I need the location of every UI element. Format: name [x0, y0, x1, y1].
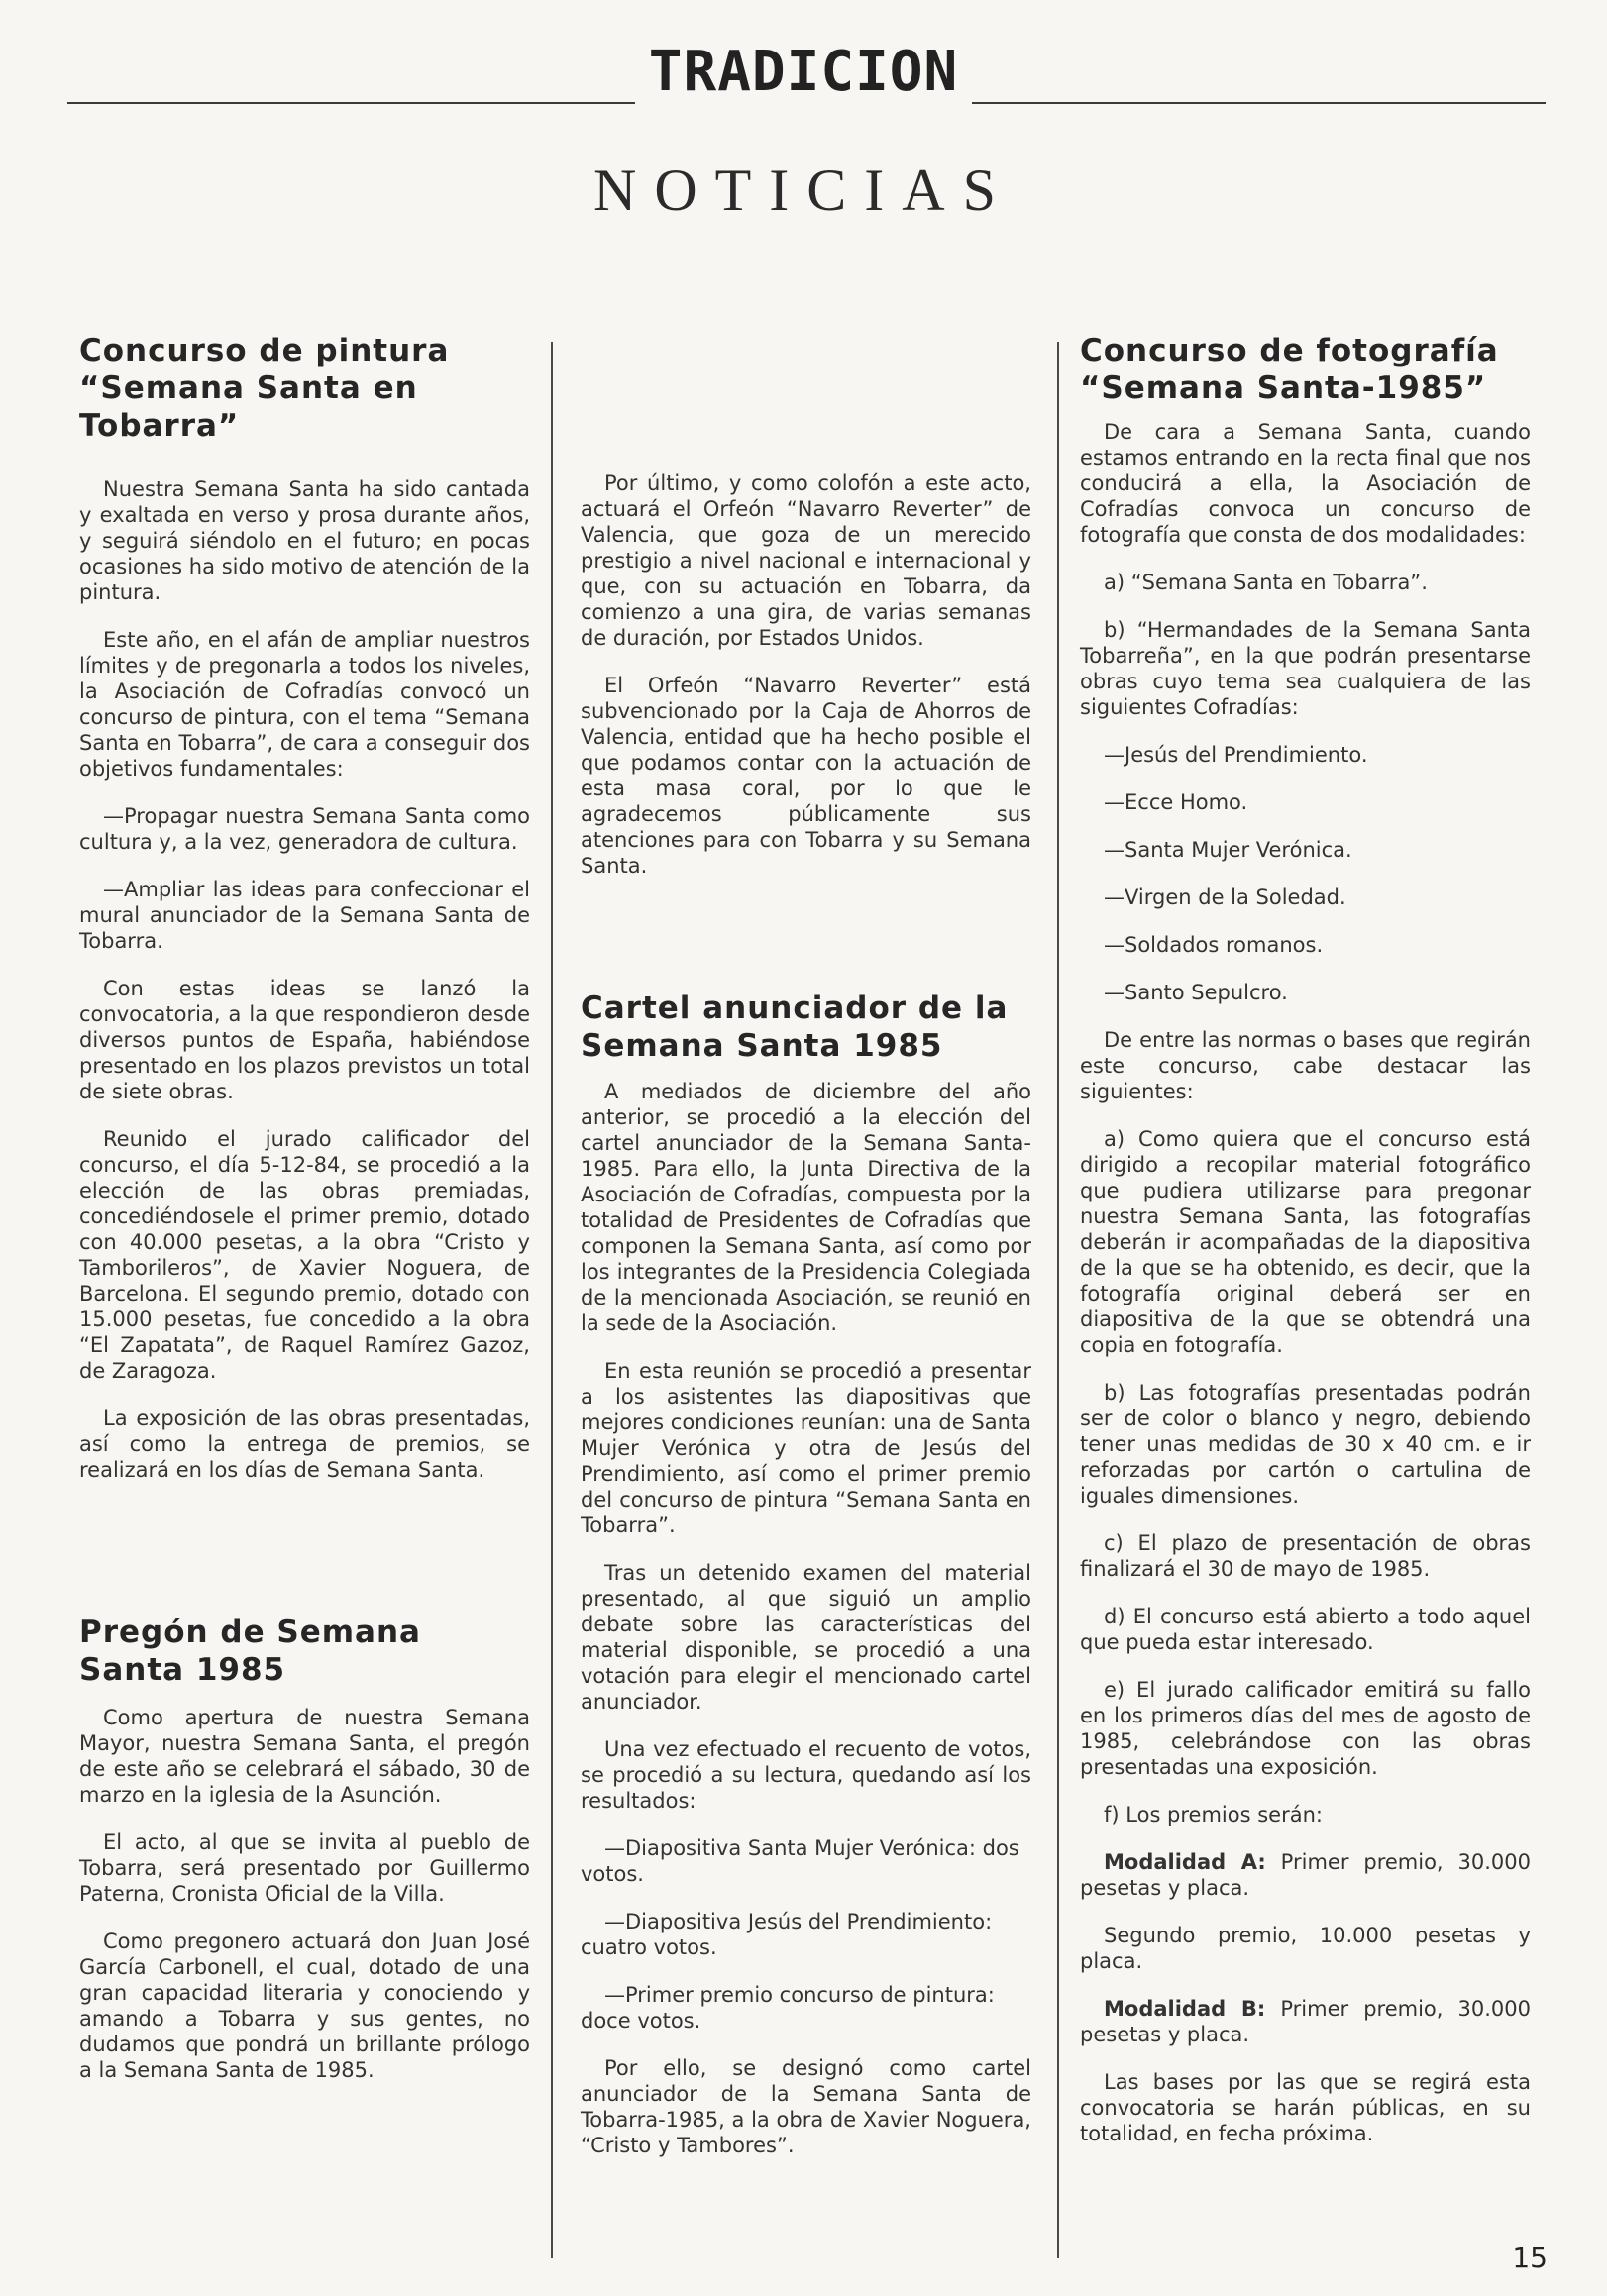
paragraph: c) El plazo de presentación de obras finalizará el 30 de mayo de 1985. [1080, 1531, 1531, 1581]
paragraph: b) Las fotografías presentadas podrán ser de color o blanco y negro, debiendo tener unas medidas de 30 x 40 cm. e ir reforzadas por cartón o cartulina de iguales dimensiones. [1080, 1381, 1531, 1508]
paragraph: Una vez efectuado el recuento de votos, se procedió a su lectura, quedando así los resultados: [581, 1737, 1031, 1813]
masthead-text: TRADICION [635, 40, 972, 104]
paragraph: Por último, y como colofón a este acto, actuará el Orfeón “Navarro Reverter” de Valencia, que goza de un merecido prestigio a nivel nacional e internacional y que, con su actuación en Tobarra, da comienzo a una gira, de varias semanas de duración, por Estados Unidos. [581, 471, 1031, 650]
paragraph: A mediados de diciembre del año anterior, se procedió a la elección del cartel anunciador de la Semana Santa-1985. Para ello, la Junta Directiva de la Asociación de Cofradías, compuesta por la totalidad de Presidentes de Cofradías que componen la Semana Santa, así como por los integrantes de la Presidencia Colegiada de la mencionada Asociación, se reunió en la sede de la Asociación. [581, 1080, 1031, 1335]
modalidad-b [1080, 1996, 1531, 2047]
modalidad-b-label: Modalidad B: [1104, 1997, 1266, 2021]
paragraph: —Primer premio concurso de pintura: doce votos. [581, 1983, 995, 2033]
paragraph: En esta reunión se procedió a presentar a los asistentes las diapositivas que mejores condiciones reunían: una de Santa Mujer Verónica y otra de Jesús del Prendimiento, así como el primer premio del concurso de pintura “Semana Santa en Tobarra”. [581, 1359, 1031, 1537]
paragraph: El Orfeón “Navarro Reverter” está subvencionado por la Caja de Ahorros de Valencia, entidad que ha hecho posible el que podamos contar con la actuación de esta masa coral, por lo que le agradecemos públicamente sus atenciones para con Tobarra y su Semana Santa. [581, 674, 1031, 878]
column-3 [1080, 332, 1531, 2168]
list-item: —Jesús del Prendimiento. [1104, 743, 1368, 767]
paragraph: Por ello, se designó como cartel anunciador de la Semana Santa de Tobarra-1985, a la obra de Xavier Noguera, “Cristo y Tambores”. [581, 2056, 1031, 2157]
list-item: —Soldados romanos. [1104, 933, 1324, 957]
paragraph: a) “Semana Santa en Tobarra”. [1104, 571, 1428, 594]
column-1 [79, 332, 530, 2105]
modalidad-a-text: Primer premio, 30.000 pesetas y placa. [1080, 1850, 1532, 1900]
list-item: —Ecce Homo. [1104, 790, 1248, 814]
list-item: —Virgen de la Soledad. [1104, 886, 1346, 909]
section-title: NOTICIAS [593, 157, 1014, 223]
page-number: 15 [1512, 2242, 1548, 2274]
paragraph: Con estas ideas se lanzó la convocatoria, a la que respondieron desde diversos puntos de España, habiéndose presentado en los plazos previstos un total de siete obras. [79, 977, 530, 1103]
paragraph: —Propagar nuestra Semana Santa como cultura y, a la vez, generadora de cultura. [79, 804, 530, 854]
paragraph: Las bases por las que se regirá esta convocatoria se harán públicas, en su totalidad, en fecha próxima. [1080, 2070, 1531, 2145]
paragraph: Nuestra Semana Santa ha sido cantada y exaltada en verso y prosa durante años, y seguirá siéndolo en el futuro; en pocas ocasiones ha sido motivo de atención de la pintura. [79, 477, 530, 604]
paragraph: El acto, al que se invita al pueblo de Tobarra, será presentado por Guillermo Paterna, Cronista Oficial de la Villa. [79, 1830, 530, 1906]
paragraph: Tras un detenido examen del material presentado, al que siguió un amplio debate sobre las características del material disponible, se procedió a una votación para elegir el mencionado cartel anunciador. [581, 1561, 1031, 1714]
paragraph: De entre las normas o bases que regirán este concurso, cabe destacar las siguientes: [1080, 1028, 1531, 1103]
column-2 [581, 470, 1031, 2180]
paragraph: d) El concurso está abierto a todo aquel que pueda estar interesado. [1080, 1605, 1531, 1654]
article-title-concurso-pintura: Concurso de pintura “Semana Santa en Tobarra” [79, 333, 450, 444]
spacer [581, 900, 1031, 990]
paragraph: —Ampliar las ideas para confeccionar el mural anunciador de la Semana Santa de Tobarra. [79, 878, 530, 953]
paragraph: De cara a Semana Santa, cuando estamos entrando en la recta final que nos conducirá a ella, la Asociación de Cofradías convoca un concurso de fotografía que consta de dos modalidades: [1080, 420, 1531, 547]
paragraph: Como pregonero actuará don Juan José García Carbonell, el cual, dotado de una gran capacidad literaria y conociendo y amando a Tobarra y sus gentes, no dudamos que pondrá un brillante prólogo a la Semana Santa de 1985. [79, 1930, 530, 2082]
paragraph: a) Como quiera que el concurso está dirigido a recopilar material fotográfico que pudiera utilizarse para pregonar nuestra Semana Santa, las fotografías deberán ir acompañadas de la diapositiva de la que se ha obtenido, es decir, que la fotografía original deberá ser en diapositiva de la que se obtendrá una copia en fotografía. [1080, 1127, 1531, 1357]
paragraph: —Diapositiva Santa Mujer Verónica: dos votos. [581, 1836, 1019, 1886]
paragraph: Reunido el jurado calificador del concurso, el día 5-12-84, se procedió a la elección de las obras premiadas, concediéndosele el primer premio, dotado con 40.000 pesetas, a la obra “Cristo y Tamborileros”, de Xavier Noguera, de Barcelona. El segundo premio, dotado con 15.000 pesetas, fue concedido a la obra “El Zapatata”, de Raquel Ramírez Gazoz, de Zaragoza. [79, 1127, 530, 1383]
paragraph: Este año, en el afán de ampliar nuestros límites y de pregonarla a todos los niveles, la Asociación de Cofradías convocó un concurso de pintura, con el tema “Semana Santa en Tobarra”, de cara a conseguir dos objetivos fundamentales: [79, 628, 530, 781]
paragraph: —Diapositiva Jesús del Prendimiento: cuatro votos. [581, 1910, 993, 1959]
list-item: —Santa Mujer Verónica. [1104, 838, 1352, 862]
paragraph: La exposición de las obras presentadas, así como la entrega de premios, se realizará en los días de Semana Santa. [79, 1407, 530, 1482]
column-rule-1 [551, 342, 553, 2258]
article-title-cartel: Cartel anunciador de la Semana Santa 1985 [581, 991, 1009, 1064]
article-title-concurso-fotografia: Concurso de fotografía “Semana Santa-1985” [1080, 333, 1499, 406]
modalidad-a-label: Modalidad A: [1104, 1850, 1266, 1874]
spacer [79, 1505, 530, 1614]
paragraph: Segundo premio, 10.000 pesetas y placa. [1080, 1924, 1531, 1973]
paragraph: Como apertura de nuestra Semana Mayor, nuestra Semana Santa, el pregón de este año se celebrará el sábado, 30 de marzo en la iglesia de la Asunción. [79, 1706, 530, 1807]
paragraph: f) Los premios serán: [1104, 1803, 1323, 1826]
masthead [0, 42, 1607, 103]
article-title-pregon: Pregón de Semana Santa 1985 [79, 1615, 421, 1688]
paragraph: b) “Hermandades de la Semana Santa Tobarreña”, en la que podrán presentarse obras cuyo tema sea cualquiera de las siguientes Cofradías: [1080, 618, 1531, 719]
modalidad-a [1080, 1849, 1531, 1901]
modalidad-b-text: Primer premio, 30.000 pesetas y placa. [1080, 1997, 1532, 2046]
list-item: —Santo Sepulcro. [1104, 981, 1288, 1004]
column-rule-2 [1057, 342, 1059, 2258]
paragraph: e) El jurado calificador emitirá su fallo en los primeros días del mes de agosto de 1985, celebrándose con las obras presentadas una exposición. [1080, 1678, 1531, 1779]
